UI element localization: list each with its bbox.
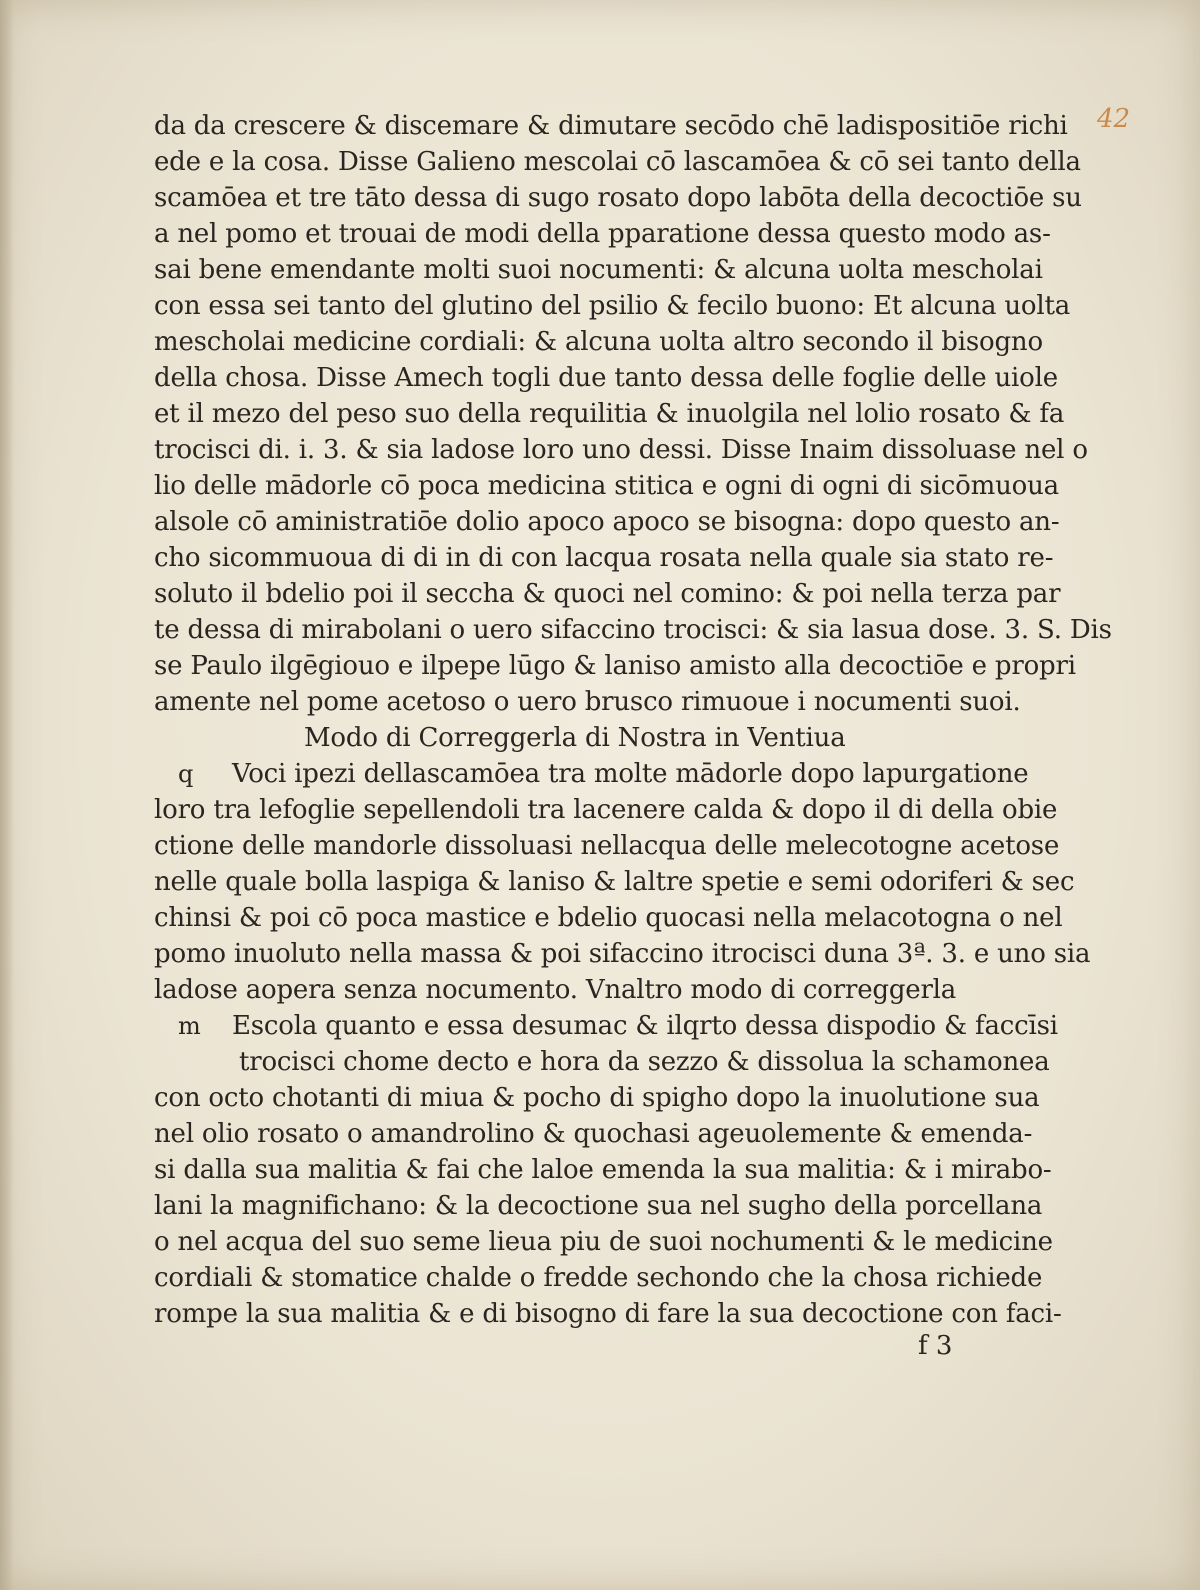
text-line: con essa sei tanto del glutino del psilio & fecilo buono: Et alcuna uolta [154, 291, 1071, 321]
text-line: ladose aopera senza nocumento. Vnaltro modo di correggerla [154, 975, 957, 1005]
text-line: da da crescere & discemare & dimutare secōdo chē ladispositiōe richi [154, 111, 1068, 141]
text-line: lani la magnifichano: & la decoctione sua nel sugho della porcellana [154, 1191, 1043, 1221]
text-line: trocisci di. i. 3. & sia ladose loro uno dessi. Disse Inaim dissoluase nel o [154, 435, 1088, 465]
text-line: ede e la cosa. Disse Galieno mescolai cō lascamōea & cō sei tanto della [154, 147, 1081, 177]
text-line: della chosa. Disse Amech togli due tanto dessa delle foglie delle uiole [154, 363, 1058, 393]
text-line: cordiali & stomatice chalde o fredde sechondo che la chosa richiede [154, 1263, 1043, 1293]
text-line: se Paulo ilgēgiouo e ilpepe lūgo & laniso amisto alla decoctiōe e propri [154, 651, 1076, 681]
initial-guide-letter: q [178, 760, 194, 788]
text-line: lio delle mādorle cō poca medicina stitica e ogni di ogni di sicōmuoua [154, 471, 1059, 501]
text-line: te dessa di mirabolani o uero sifaccino trocisci: & sia lasua dose. 3. S. Dis [154, 615, 1112, 645]
pencil-folio-number: 42 [1097, 104, 1131, 134]
text-line: pomo inuoluto nella massa & poi sifaccino itrocisci duna 3ª. 3. e uno sia [154, 939, 1091, 969]
text-line: nel olio rosato o amandrolino & quochasi ageuolemente & emenda- [154, 1119, 1033, 1149]
text-line: o nel acqua del suo seme lieua piu de suoi nochumenti & le medicine [154, 1227, 1053, 1257]
text-line: Escola quanto e essa desumac & ilqrto dessa dispodio & faccīsi [232, 1011, 1058, 1041]
text-line: scamōea et tre tāto dessa di sugo rosato dopo labōta della decoctiōe su [154, 183, 1082, 213]
text-line: mescholai medicine cordiali: & alcuna uolta altro secondo il bisogno [154, 327, 1043, 357]
section-heading: Modo di Correggerla di Nostra in Ventiua [304, 723, 846, 753]
text-line: trocisci chome decto e hora da sezzo & dissolua la schamonea [239, 1047, 1050, 1077]
text-line: alsole cō aministratiōe dolio apoco apoco se bisogna: dopo questo an- [154, 507, 1060, 537]
text-line: cho sicommuoua di di in di con lacqua rosata nella quale sia stato re- [154, 543, 1054, 573]
section-first-line [154, 756, 1029, 792]
text-line: rompe la sua malitia & e di bisogno di fare la sua decoctione con faci- [154, 1299, 1062, 1329]
signature-mark: f 3 [918, 1331, 953, 1361]
page-gutter [0, 0, 14, 1590]
text-block [154, 108, 1112, 1332]
text-line: amente nel pome acetoso o uero brusco rimuoue i nocumenti suoi. [154, 687, 1021, 717]
text-line: loro tra lefoglie sepellendoli tra lacenere calda & dopo il di della obie [154, 795, 1058, 825]
text-line: nelle quale bolla laspiga & laniso & laltre spetie e semi odoriferi & sec [154, 867, 1075, 897]
text-line: con octo chotanti di miua & pocho di spigho dopo la inuolutione sua [154, 1083, 1040, 1113]
initial-guide-letter: m [178, 1012, 201, 1040]
text-line: sai bene emendante molti suoi nocumenti: & alcuna uolta mescholai [154, 255, 1043, 285]
text-line: ctione delle mandorle dissoluasi nellacqua delle melecotogne acetose [154, 831, 1060, 861]
text-line: a nel pomo et trouai de modi della pparatione dessa questo modo as- [154, 219, 1051, 249]
text-line: Voci ipezi dellascamōea tra molte mādorle dopo lapurgatione [232, 759, 1029, 789]
text-line: si dalla sua malitia & fai che laloe emenda la sua malitia: & i mirabo- [154, 1155, 1052, 1185]
text-line: chinsi & poi cō poca mastice e bdelio quocasi nella melacotogna o nel [154, 903, 1063, 933]
text-line: soluto il bdelio poi il seccha & quoci nel comino: & poi nella terza par [154, 579, 1061, 609]
section-first-line [154, 1008, 1058, 1044]
text-line: et il mezo del peso suo della requilitia & inuolgila nel lolio rosato & fa [154, 399, 1065, 429]
